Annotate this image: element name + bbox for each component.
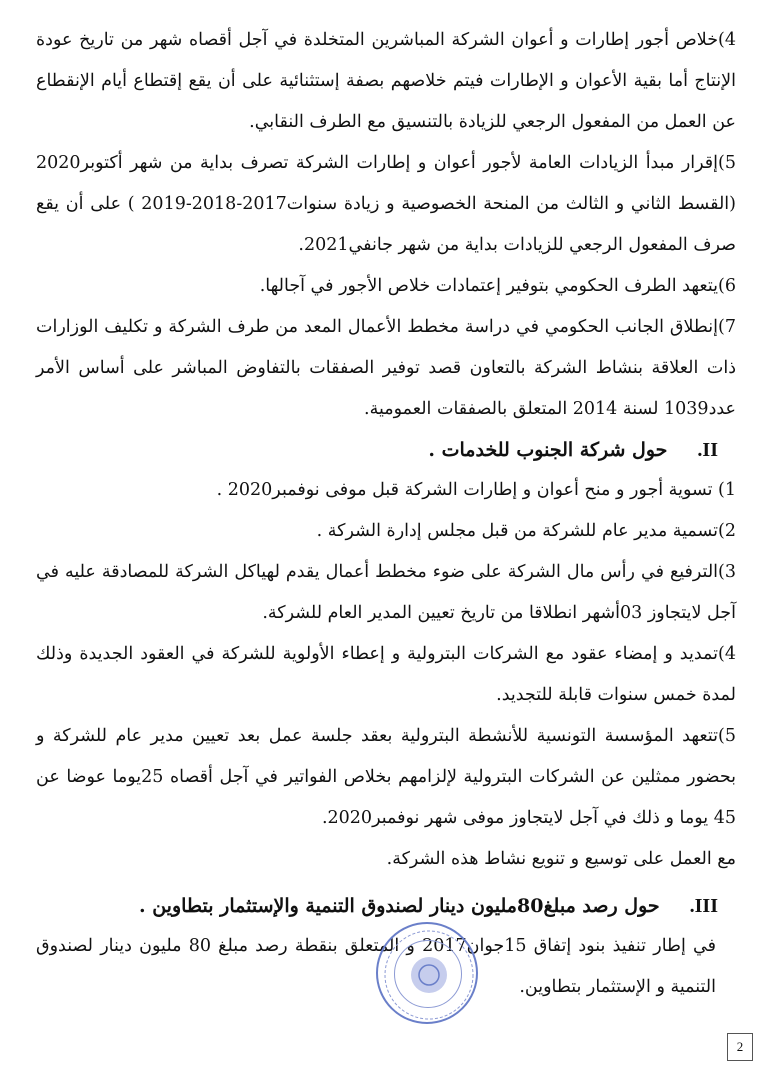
- section-3-body: في إطار تنفيذ بنود إتفاق 15جوان2017 و المتعلق بنقطة رصد مبلغ 80 مليون دينار لصندوق التنمية و الإستثمار بتطاوين.: [36, 936, 716, 997]
- paragraph-6: 6)يتعهد الطرف الحكومي بتوفير إعتمادات خلاص الأجور في آجالها.: [259, 276, 736, 296]
- section-2-item-4: 4)تمديد و إمضاء عقود مع الشركات البترولية و إعطاء الأولوية للشركة في العقود الجديدة وذلك لمدة خمس سنوات قابلة للتجديد.: [36, 644, 736, 705]
- paragraph-5: 5)إقرار مبدأ الزيادات العامة لأجور أعوان و إطارات الشركة تصرف بداية من شهر أكتوبر2020 (القسط الثاني و الثالث من المنحة الخصوصية و زيادة سنوات2017-2018-2019 ) على أن يقع صرف المفعول الرجعي للزيادات بداية من شهر جانفي2021.: [36, 153, 736, 255]
- section-2-heading: [36, 430, 736, 470]
- document-page: [36, 20, 736, 1008]
- section-3-heading: [36, 886, 736, 926]
- paragraph-4: 4)خلاص أجور إطارات و أعوان الشركة المباشرين المتخلدة في آجل أقصاه شهر من تاريخ عودة الإنتاج أما بقية الأعوان و الإطارات فيتم خلاصهم بصفة إستثنائية على أن يقع إقتطاع أيام الإنقطاع عن العمل من المفعول الرجعي للزيادة بالتنسيق مع الطرف النقابي.: [36, 30, 736, 132]
- section-2-title: حول شركة الجنوب للخدمات .: [428, 439, 668, 461]
- stamp-inner-ring: [394, 940, 462, 1008]
- section-2-item-1: 1) تسوية أجور و منح أعوان و إطارات الشركة قبل موفى نوفمبر2020 .: [216, 480, 736, 500]
- section-2-item-3: 3)الترفيع في رأس مال الشركة على ضوء مخطط أعمال يقدم لهياكل الشركة للمصادقة عليه في آجل لايتجاوز 03أشهر انطلاقا من تاريخ تعيين المدير العام للشركة.: [36, 562, 736, 623]
- section-3-title: حول رصد مبلغ80مليون دينار لصندوق التنمية والإستثمار بتطاوين .: [138, 895, 660, 917]
- page-number: 2: [727, 1033, 753, 1061]
- official-stamp: [376, 922, 478, 1024]
- section-2-number: II.: [697, 439, 718, 461]
- section-2-item-5: 5)تتعهد المؤسسة التونسية للأنشطة البترولية بعقد جلسة عمل بعد تعيين مدير عام للشركة و بحضور ممثلين عن الشركات البترولية لإلزامهم بخلاص الفواتير في آجل أقصاه 25يوما عوضا عن 45 يوما و ذلك في آجل لايتجاوز موفى شهر نوفمبر2020.: [36, 726, 737, 828]
- paragraph-7: 7)إنطلاق الجانب الحكومي في دراسة مخطط الأعمال المعد من طرف الشركة و تكليف الوزارات ذات العلاقة بنشاط الشركة بالتعاون قصد توفير الصفقات بالتفاوض المباشر على أساس الأمر عدد1039 لسنة 2014 المتعلق بالصفقات العمومية.: [36, 317, 736, 419]
- section-3-number: III.: [689, 895, 718, 917]
- section-2-closing: مع العمل على توسيع و تنويع نشاط هذه الشركة.: [386, 849, 736, 869]
- section-2-item-2: 2)تسمية مدير عام للشركة من قبل مجلس إدارة الشركة .: [316, 521, 736, 541]
